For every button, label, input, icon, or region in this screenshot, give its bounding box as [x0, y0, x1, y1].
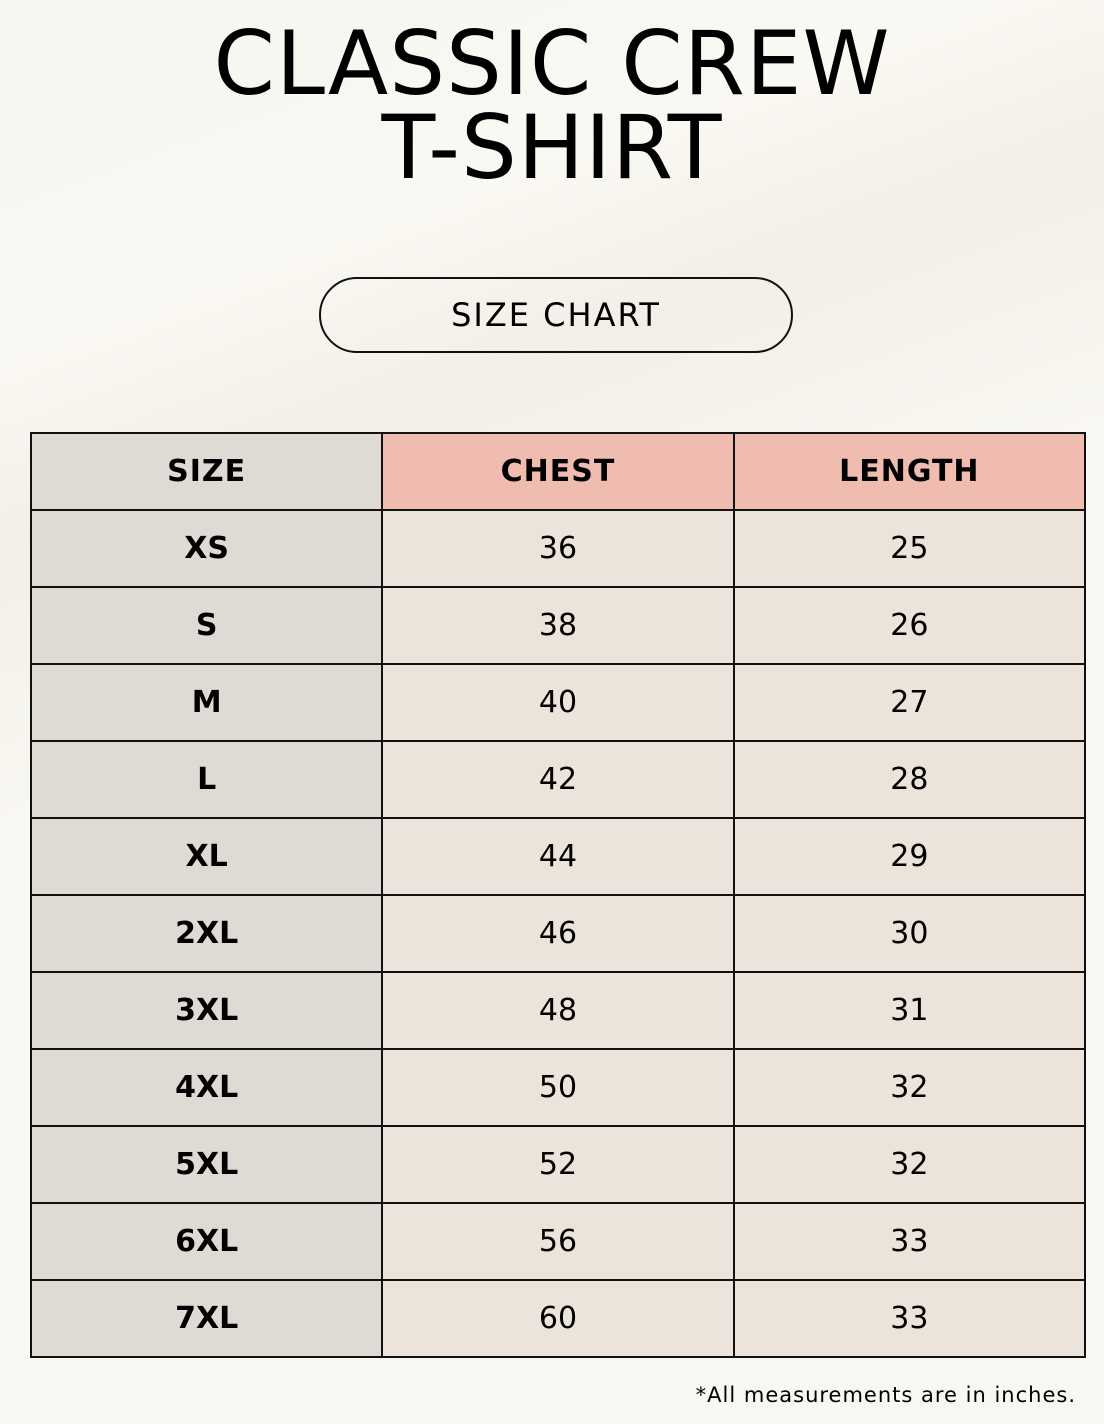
- header-length: LENGTH: [734, 433, 1085, 510]
- length-cell: 28: [734, 741, 1085, 818]
- title-line-2: T-SHIRT: [381, 96, 723, 199]
- header-chest: CHEST: [382, 433, 733, 510]
- table-row: [31, 818, 1085, 895]
- table-row: [31, 664, 1085, 741]
- chest-cell: 60: [382, 1280, 733, 1357]
- chest-cell: 44: [382, 818, 733, 895]
- table-row: [31, 1126, 1085, 1203]
- size-cell: 7XL: [31, 1280, 382, 1357]
- length-cell: 25: [734, 510, 1085, 587]
- length-cell: 29: [734, 818, 1085, 895]
- chest-cell: 50: [382, 1049, 733, 1126]
- table-row: [31, 587, 1085, 664]
- size-table: [30, 432, 1086, 1358]
- size-cell: M: [31, 664, 382, 741]
- chest-cell: 36: [382, 510, 733, 587]
- page-title: [0, 12, 1104, 199]
- size-cell: 5XL: [31, 1126, 382, 1203]
- size-cell: 3XL: [31, 972, 382, 1049]
- chest-cell: 56: [382, 1203, 733, 1280]
- table-row: [31, 895, 1085, 972]
- table-row: [31, 1280, 1085, 1357]
- chest-cell: 40: [382, 664, 733, 741]
- title-line-1: CLASSIC CREW: [213, 12, 891, 115]
- table-row: [31, 972, 1085, 1049]
- chest-cell: 52: [382, 1126, 733, 1203]
- table-row: [31, 1203, 1085, 1280]
- size-cell: 6XL: [31, 1203, 382, 1280]
- table-row: [31, 510, 1085, 587]
- length-cell: 32: [734, 1049, 1085, 1126]
- size-cell: S: [31, 587, 382, 664]
- size-chart-badge: SIZE CHART: [319, 277, 793, 353]
- chest-cell: 46: [382, 895, 733, 972]
- size-cell: XL: [31, 818, 382, 895]
- size-cell: XS: [31, 510, 382, 587]
- footnote: *All measurements are in inches.: [695, 1383, 1076, 1407]
- header-size: SIZE: [31, 433, 382, 510]
- table-header-row: [31, 433, 1085, 510]
- size-cell: 2XL: [31, 895, 382, 972]
- chest-cell: 48: [382, 972, 733, 1049]
- table-row: [31, 741, 1085, 818]
- length-cell: 33: [734, 1203, 1085, 1280]
- chest-cell: 42: [382, 741, 733, 818]
- table-row: [31, 1049, 1085, 1126]
- length-cell: 32: [734, 1126, 1085, 1203]
- length-cell: 30: [734, 895, 1085, 972]
- length-cell: 27: [734, 664, 1085, 741]
- table-body: [31, 510, 1085, 1357]
- length-cell: 26: [734, 587, 1085, 664]
- length-cell: 31: [734, 972, 1085, 1049]
- size-cell: 4XL: [31, 1049, 382, 1126]
- chest-cell: 38: [382, 587, 733, 664]
- size-cell: L: [31, 741, 382, 818]
- length-cell: 33: [734, 1280, 1085, 1357]
